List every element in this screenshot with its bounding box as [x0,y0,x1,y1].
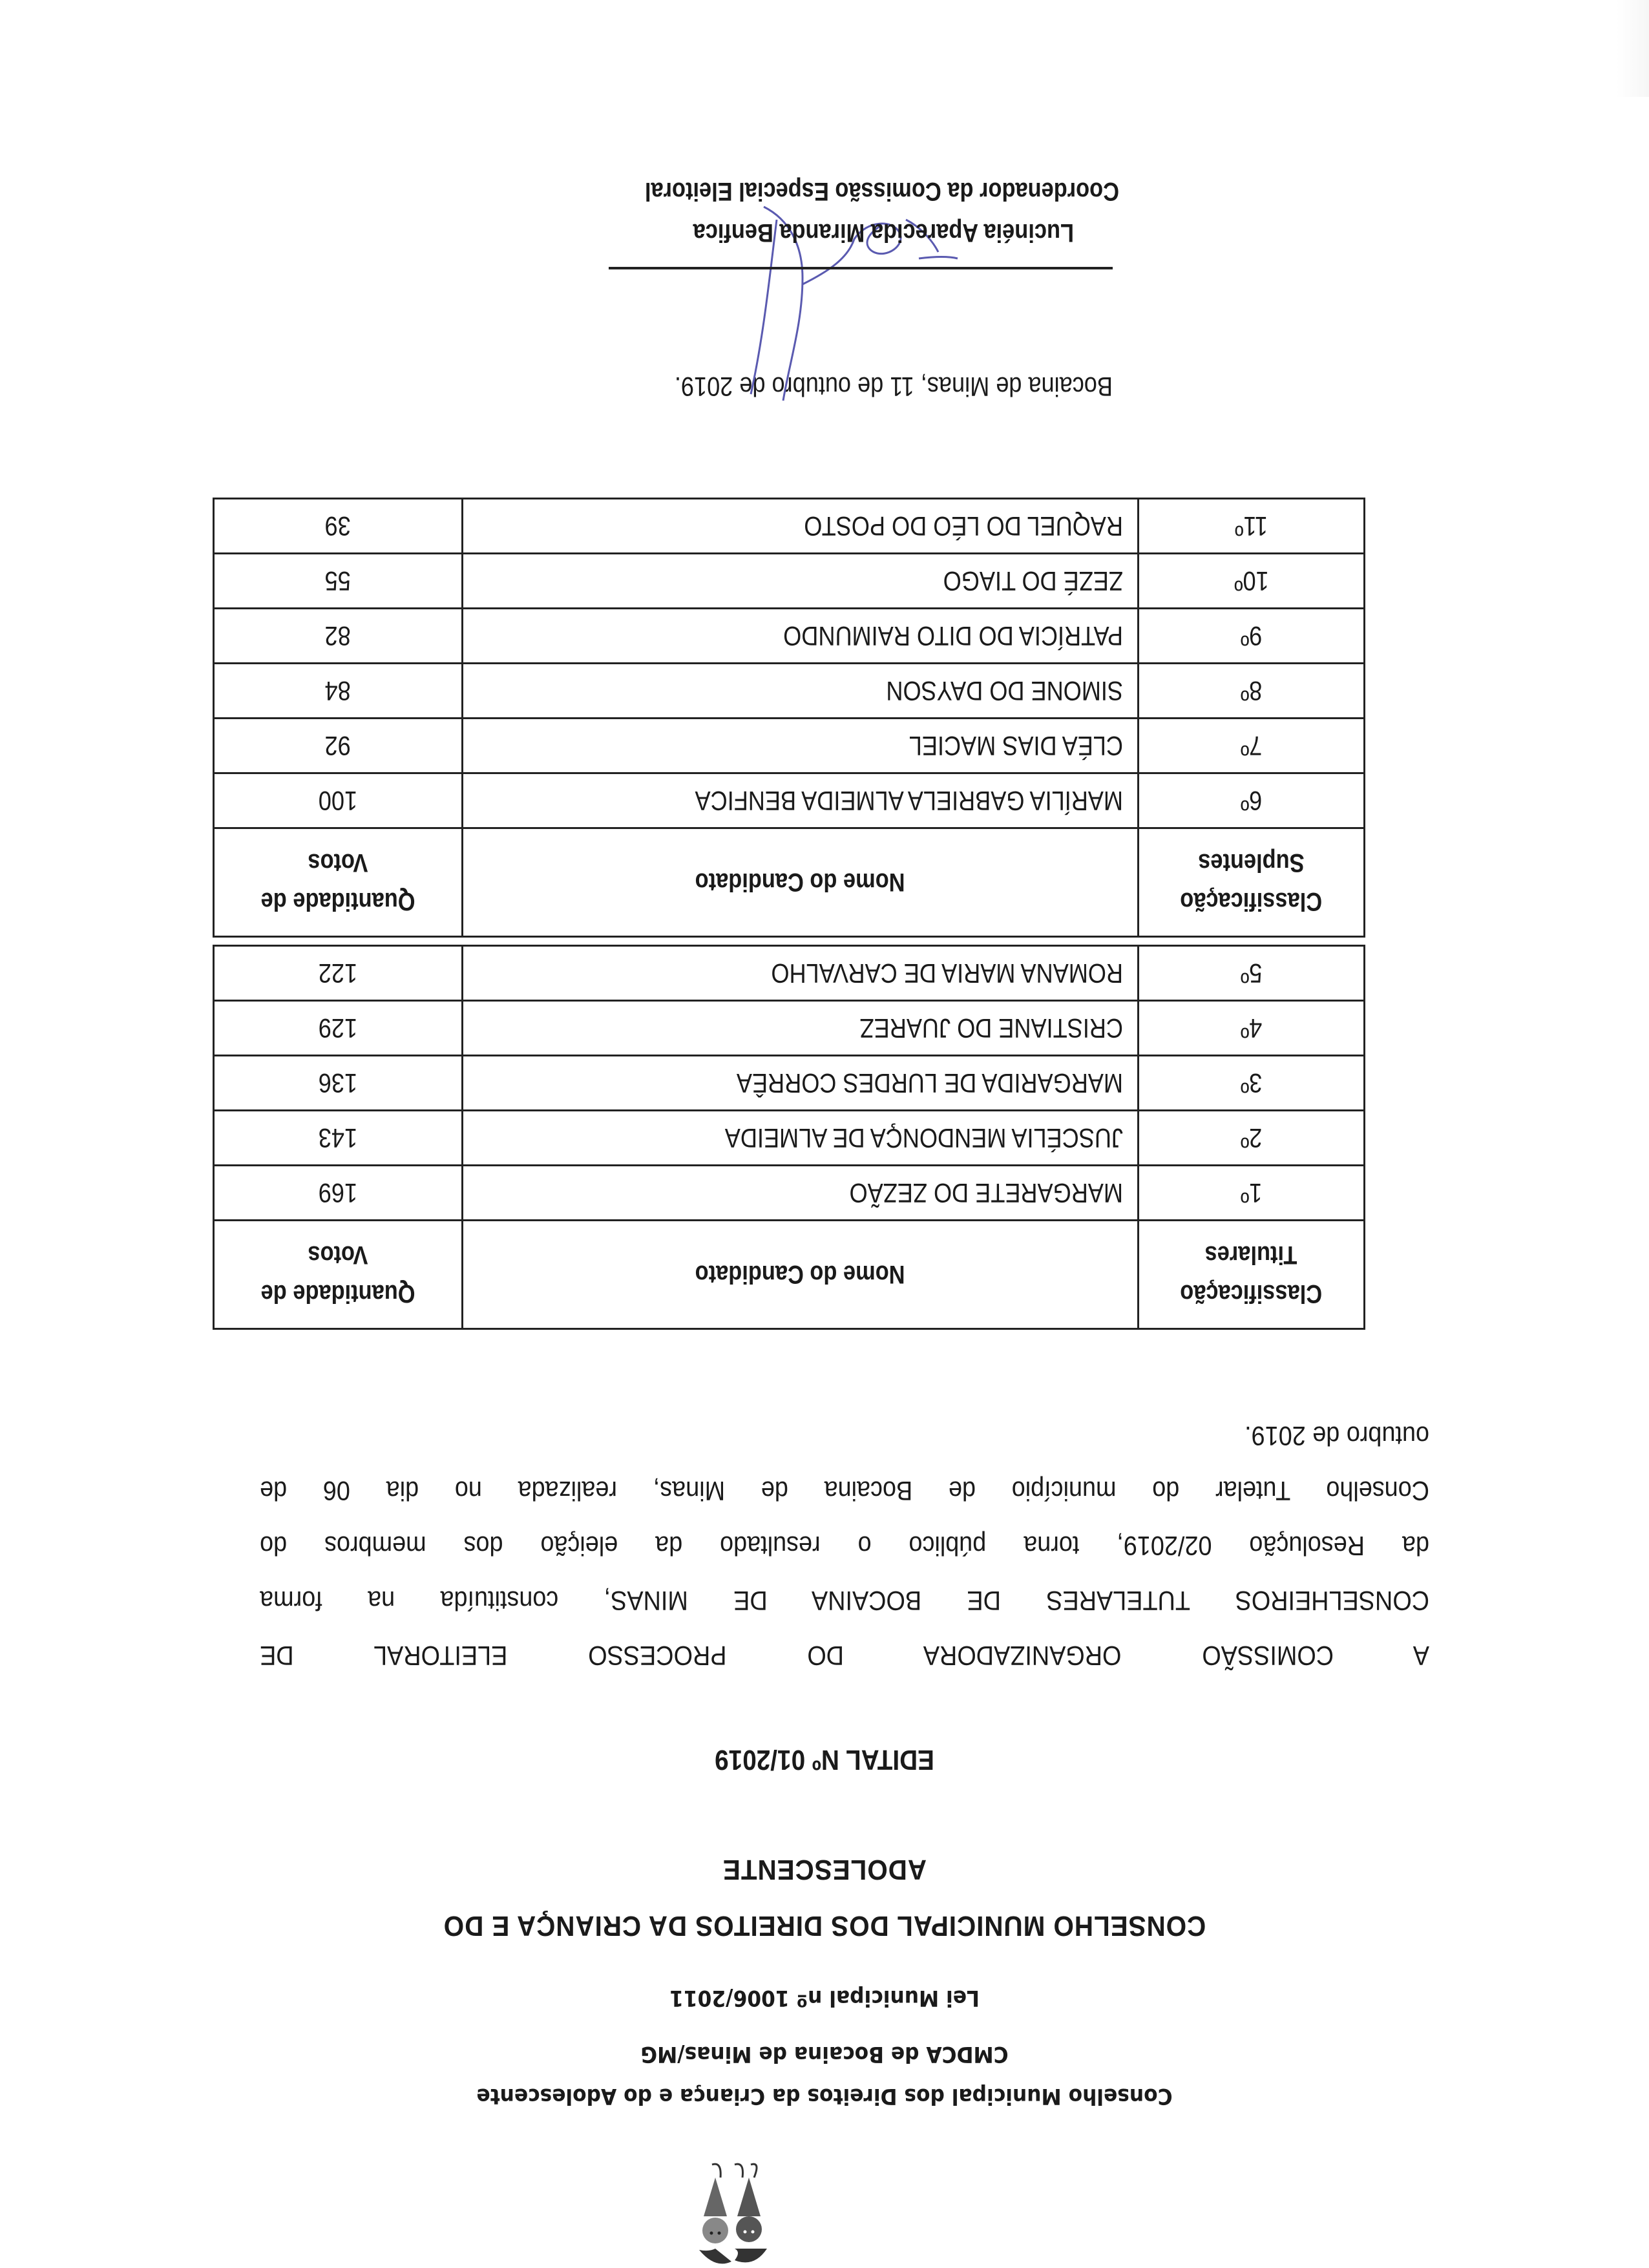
cell-nome: PATRÍCIA DO DITO RAIMUNDO [463,609,1139,664]
logo-figures-icon [683,2158,780,2268]
cell-classificacao: 4º [1139,1001,1365,1056]
table-row [214,1056,1365,1111]
titulares-table [213,945,1365,1330]
cell-classificacao: 7º [1139,719,1365,773]
table-row [214,719,1365,773]
header-org-line: Conselho Municipal dos Direitos da Criança e do Adolescente [476,2083,1173,2109]
cell-votos: 169 [214,1166,463,1221]
cell-nome: ZEZÉ DO TIAGO [463,554,1139,609]
table-header-row [214,1221,1365,1329]
table-row [214,554,1365,609]
cell-classificacao: 2º [1139,1111,1365,1166]
date-line: Bocaina de Minas, 11 de outubro de 2019. [674,372,1113,402]
cell-nome: MARÍLIA GABRIELA ALMEIDA BENFICA [463,773,1139,828]
paragraph-line: outubro de 2019. [1245,1421,1429,1451]
table-row [214,664,1365,719]
cell-nome: ROMANA MARIA DE CARVALHO [463,946,1139,1001]
table-row [214,946,1365,1001]
paragraph-line: Conselho Tutelar do município de Bocaina de Minas, realizada no dia 06 de [260,1476,1429,1506]
paragraph-line: CONSELHEIROS TUTELARES DE BOCAINA DE MINAS, constituída na forma [260,1586,1429,1616]
paragraph-line: da Resolução 02/2019, torna público o resultado da eleição dos membros do [260,1531,1429,1561]
cell-classificacao: 5º [1139,946,1365,1001]
header-classificacao: Classificação Suplentes [1139,828,1365,937]
header-nome: Nome do Candidato [463,1221,1139,1329]
header-law-line: Lei Municipal nº 1006/2011 [669,1985,980,2011]
cell-classificacao: 1º [1139,1166,1365,1221]
table-row [214,1166,1365,1221]
cell-classificacao: 8º [1139,664,1365,719]
signature-line [609,267,1113,269]
cell-votos: 122 [214,946,463,1001]
signer-name: Lucinéia Aparecida Miranda Benfica [693,218,1074,247]
cell-nome: MARGARIDA DE LURDES CORRÊA [463,1056,1139,1111]
cell-votos: 136 [214,1056,463,1111]
cell-classificacao: 3º [1139,1056,1365,1111]
table-row [214,1111,1365,1166]
cell-votos: 39 [214,499,463,554]
cmdca-logo [683,2158,780,2268]
header-nome: Nome do Candidato [463,828,1139,937]
cell-votos: 143 [214,1111,463,1166]
cell-classificacao: 6º [1139,773,1365,828]
cell-votos: 84 [214,664,463,719]
cell-votos: 92 [214,719,463,773]
scan-edge-shadow [1617,0,1649,97]
table-row [214,499,1365,554]
cell-nome: CLÉA DIAS MACIEL [463,719,1139,773]
title-line-1: CONSELHO MUNICIPAL DOS DIREITOS DA CRIANÇA E DO [443,1910,1206,1942]
cell-votos: 82 [214,609,463,664]
title-line-2: ADOLESCENTE [722,1854,927,1885]
header-cmdca-line: CMDCA de Bocaina de Minas/MG [640,2041,1009,2067]
signer-role: Coordenador da Comissão Especial Eleitoral [644,177,1119,205]
cell-classificacao: 10º [1139,554,1365,609]
cell-votos: 129 [214,1001,463,1056]
header-quantidade-votos: Quantidade de Votos [214,1221,463,1329]
table-header-row [214,828,1365,937]
cell-nome: JUSCÉLIA MENDONÇA DE ALMEIDA [463,1111,1139,1166]
edital-number: EDITAL Nº 01/2019 [715,1744,934,1776]
cell-votos: 100 [214,773,463,828]
header-quantidade-votos: Quantidade de Votos [214,828,463,937]
cell-nome: CRISTIANE DO JUAREZ [463,1001,1139,1056]
cell-votos: 55 [214,554,463,609]
table-row [214,1001,1365,1056]
cell-nome: RAQUEL DO LÉO DO POSTO [463,499,1139,554]
cell-classificacao: 11º [1139,499,1365,554]
paragraph-line: A COMISSÃO ORGANIZADORA DO PROCESSO ELEITORAL DE [260,1641,1429,1671]
cell-classificacao: 9º [1139,609,1365,664]
cell-nome: MARGARETE DO ZEZÃO [463,1166,1139,1221]
suplentes-table [213,498,1365,938]
header-classificacao: Classificação Titulares [1139,1221,1365,1329]
announcement-paragraph [260,1409,1429,1683]
table-row [214,773,1365,828]
cell-nome: SIMONE DO DAYSON [463,664,1139,719]
table-row [214,609,1365,664]
